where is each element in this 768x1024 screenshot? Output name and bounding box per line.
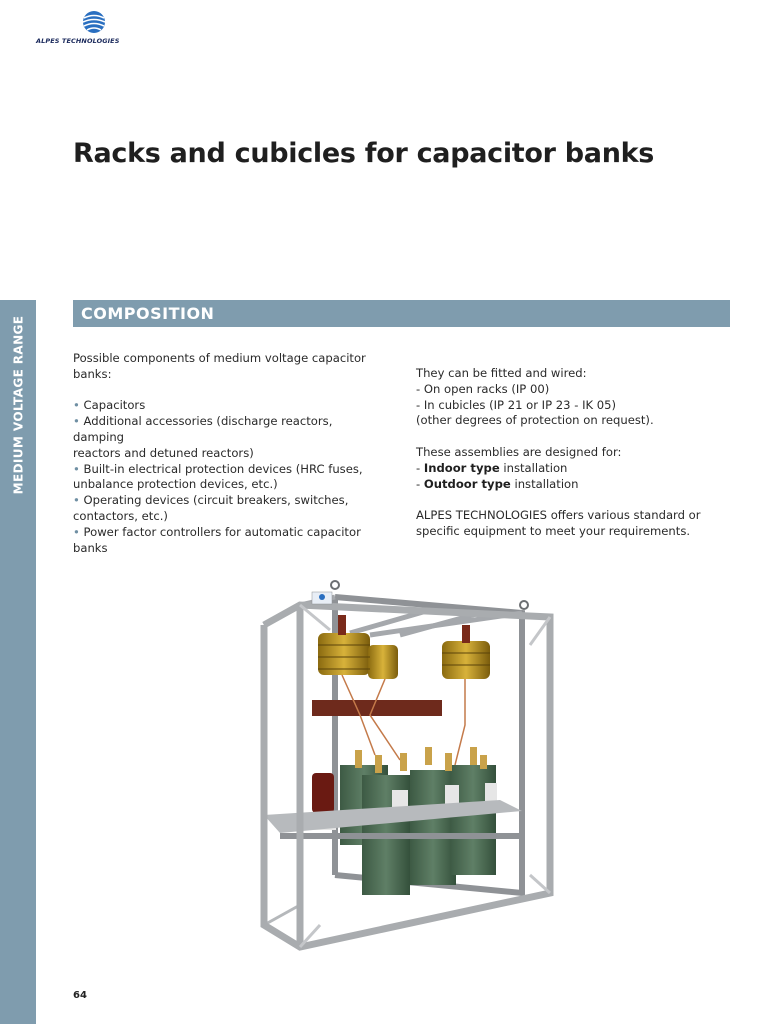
intro-line: Possible components of medium voltage capacitor bbox=[73, 351, 366, 365]
bullet-icon: • bbox=[73, 398, 80, 413]
section-heading-bar bbox=[73, 300, 730, 327]
fitted-note: (other degrees of protection on request). bbox=[416, 413, 654, 428]
list-item: • Power factor controllers for automatic capacitor bbox=[73, 524, 361, 539]
page-title: Racks and cubicles for capacitor banks bbox=[73, 138, 655, 169]
offer-text: ALPES TECHNOLOGIES offers various standard or bbox=[416, 508, 701, 523]
intro-line: banks: bbox=[73, 366, 112, 381]
list-item-continuation: banks bbox=[73, 540, 108, 555]
side-label-container bbox=[0, 300, 36, 510]
bullet-icon: • bbox=[73, 414, 80, 429]
left-column bbox=[73, 351, 373, 556]
fitted-item: - On open racks (IP 00) bbox=[416, 381, 550, 396]
offer-text: specific equipment to meet your requirements. bbox=[416, 523, 691, 538]
page-number: 64 bbox=[73, 990, 87, 1001]
bullet-icon: • bbox=[73, 461, 80, 476]
bullet-icon: • bbox=[73, 524, 80, 539]
capacitor-rack-illustration bbox=[250, 575, 560, 960]
designed-item: - Outdoor type installation bbox=[416, 476, 579, 491]
designed-intro: These assemblies are designed for: bbox=[416, 444, 622, 459]
alpes-logo-icon bbox=[80, 10, 108, 34]
company-logo bbox=[36, 10, 136, 50]
side-label: MEDIUM VOLTAGE RANGE bbox=[11, 315, 25, 495]
list-item-continuation: contactors, etc.) bbox=[73, 508, 168, 523]
right-column bbox=[416, 366, 736, 540]
list-item: • Additional accessories (discharge reactors, damping bbox=[73, 414, 333, 444]
fitted-item: - In cubicles (IP 21 or IP 23 - IK 05) bbox=[416, 397, 617, 412]
list-item: • Built-in electrical protection devices (HRC fuses, bbox=[73, 461, 363, 476]
logo-text: ALPES TECHNOLOGIES bbox=[36, 37, 120, 45]
fitted-intro: They can be fitted and wired: bbox=[416, 366, 587, 380]
list-item-continuation: unbalance protection devices, etc.) bbox=[73, 477, 278, 492]
designed-item: - Indoor type installation bbox=[416, 460, 568, 475]
list-item-continuation: reactors and detuned reactors) bbox=[73, 445, 254, 460]
bullet-icon: • bbox=[73, 493, 80, 508]
list-item: • Capacitors bbox=[73, 398, 146, 413]
section-heading: COMPOSITION bbox=[81, 304, 215, 323]
list-item: • Operating devices (circuit breakers, switches, bbox=[73, 493, 349, 508]
